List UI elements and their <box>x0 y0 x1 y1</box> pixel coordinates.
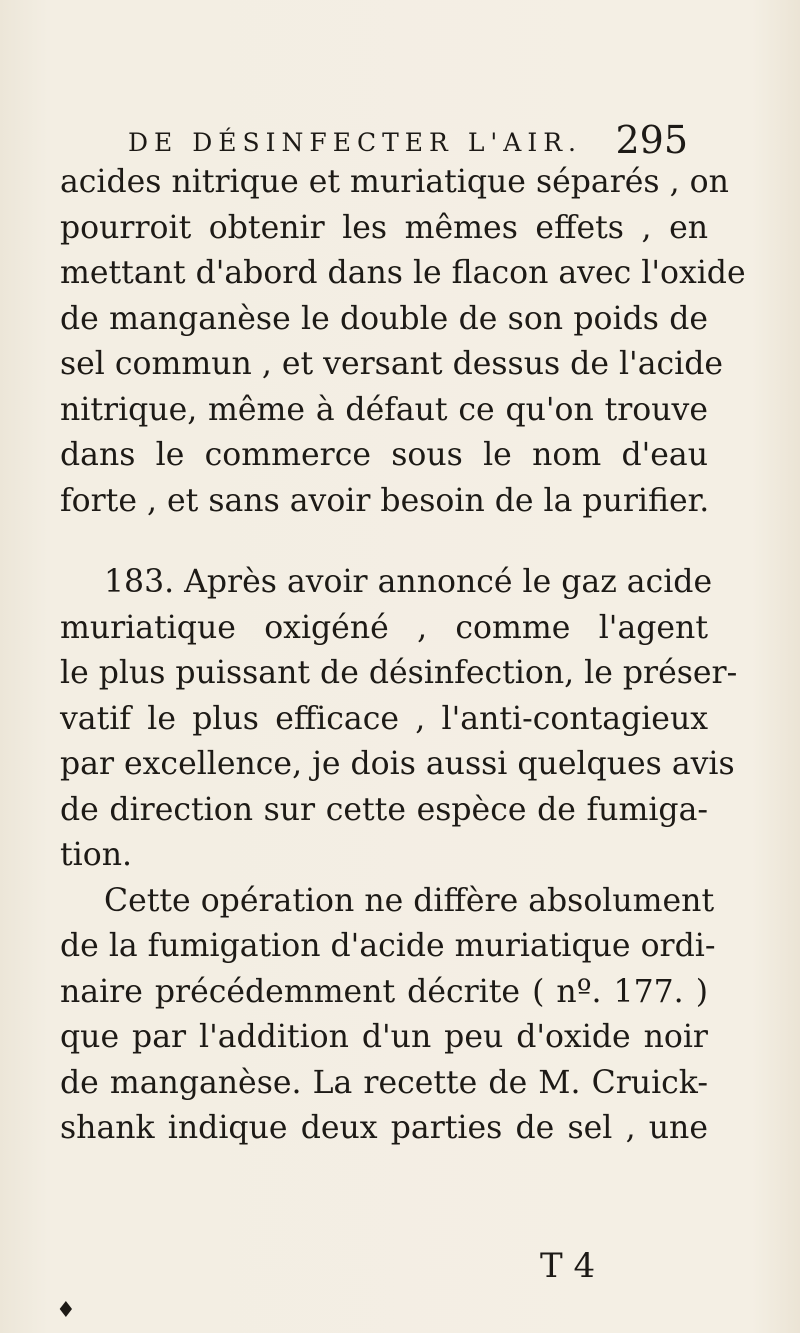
text-line: shank indique deux parties de sel , une <box>60 1110 708 1146</box>
text-line: pourroit obtenir les mêmes effets , en <box>60 209 708 246</box>
text-line: de manganèse. La recette de M. Cruick- <box>60 1064 708 1101</box>
text-line: que par l'addition d'un peu d'oxide noir <box>60 1019 708 1055</box>
paragraph-2 <box>60 560 738 879</box>
text-line: vatif le plus efficace , l'anti-contagieux <box>60 700 708 737</box>
text-line: 183. Après avoir annoncé le gaz acide <box>104 564 713 600</box>
text-line: naire précédemment décrite ( nº. 177. ) <box>60 973 708 1010</box>
running-header <box>128 118 688 162</box>
text-line: Cette opération ne diffère absolument <box>104 882 715 919</box>
text-line: par excellence, je dois aussi quelques avis <box>60 746 735 782</box>
paragraph-3 <box>60 879 716 1152</box>
running-title: DE DÉSINFECTER L'AIR. <box>128 128 583 157</box>
text-line: muriatique oxigéné , comme l'agent <box>60 609 708 646</box>
text-line: nitrique, même à défaut ce qu'on trouve <box>60 391 708 428</box>
text-line: mettant d'abord dans le flacon avec l'oxide <box>60 255 746 291</box>
text-line: de la fumigation d'acide muriatique ordi- <box>60 928 716 964</box>
catchword: T 4 <box>540 1246 596 1286</box>
text-line: acides nitrique et muriatique séparés , on <box>60 164 729 200</box>
paragraph-1 <box>60 160 746 524</box>
page-number: 295 <box>615 118 688 162</box>
text-line: de direction sur cette espèce de fumiga- <box>60 791 708 828</box>
text-line: de manganèse le double de son poids de <box>60 300 708 337</box>
footer-ornament: ♦ <box>56 1298 76 1323</box>
text-line: le plus puissant de désinfection, le préser- <box>60 655 738 691</box>
text-line: tion. <box>60 837 132 873</box>
text-line: sel commun , et versant dessus de l'acide <box>60 346 724 382</box>
text-line: forte , et sans avoir besoin de la purifier. <box>60 482 710 519</box>
body-text <box>60 160 746 1152</box>
text-line: dans le commerce sous le nom d'eau <box>60 437 708 473</box>
